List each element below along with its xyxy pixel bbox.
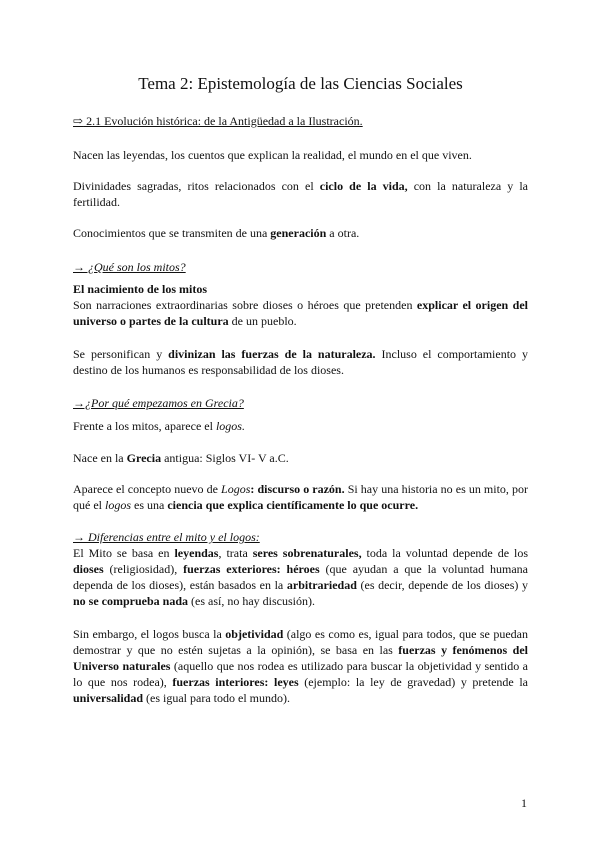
bold-text: universalidad: [73, 691, 144, 705]
bold-text: seres sobrenaturales,: [252, 546, 362, 560]
text-run: Si hay una historia no es un mito, por qué el: [73, 482, 529, 512]
section-heading-text: 2.1 Evolución histórica: de la Antigüedad a la Ilustración.: [83, 114, 363, 128]
bold-text: ciencia que explica científicamente lo que ocurre.: [167, 498, 419, 512]
text-run: Se personifican y: [73, 347, 169, 361]
paragraph-8: [73, 481, 528, 513]
text-run: a otra.: [326, 226, 360, 240]
page-number: 1: [521, 796, 527, 810]
text-run: (es decir, depende de los dioses) y: [356, 578, 528, 592]
paragraph-10: [73, 626, 528, 706]
paragraph-2: [73, 178, 528, 210]
arrow-icon: ⇨: [73, 114, 84, 128]
text-run: (es así, no hay discusión).: [188, 594, 315, 608]
bold-text: leyendas: [174, 546, 219, 560]
bold-text: arbitrariedad: [286, 578, 357, 592]
text-run: El Mito se basa en: [73, 546, 175, 560]
question-heading-3: → Diferencias entre el mito y el logos:: [73, 530, 260, 544]
text-run: con la naturaleza y la fertilidad.: [73, 179, 528, 209]
text-run: (algo es como es, igual para todos, que se puedan demostrar y que no estén sujetas a la opinión), se basa en las: [73, 627, 528, 657]
text-run: Nace en la: [73, 451, 127, 465]
text-run: es una: [131, 498, 168, 512]
page-title: Tema 2: Epistemología de las Ciencias Sociales: [138, 74, 463, 93]
bold-text: fuerzas exteriores: héroes: [183, 562, 320, 576]
bold-text: objetividad: [225, 627, 284, 641]
paragraph-1: Nacen las leyendas, los cuentos que explican la realidad, el mundo en el que viven.: [73, 148, 472, 162]
text-run: (aquello que nos rodea es utilizado para buscar la objetividad y sentido a lo que nos rodea),: [73, 659, 528, 689]
text-run: Sin embargo, el logos busca la: [73, 627, 226, 641]
paragraph-6: [73, 418, 528, 434]
bold-text: dioses: [73, 562, 104, 576]
text-run: (religiosidad),: [103, 562, 184, 576]
question-heading-1: → ¿Qué son los mitos?: [73, 260, 186, 274]
text-run: (es igual para todo el mundo).: [143, 691, 290, 705]
paragraph-4: [73, 297, 528, 329]
paragraph-5: [73, 346, 528, 378]
text-run: (que ayudan a que la voluntad humana dependa de los dioses), están basados en la: [73, 562, 528, 592]
italic-text: logos.: [215, 419, 245, 433]
text-run: Conocimientos que se transmiten de una: [73, 226, 271, 240]
text-run: Son narraciones extraordinarias sobre dioses o héroes que pretenden: [73, 298, 417, 312]
italic-text: Logos: [221, 482, 251, 496]
text-run: antigua: Siglos VI- V a.C.: [161, 451, 289, 465]
paragraph-9: [73, 545, 528, 609]
bold-text: explicar el origen del universo o partes de la cultura: [73, 298, 528, 328]
text-run: toda la voluntad depende de los: [361, 546, 528, 560]
text-run: (ejemplo: la ley de gravedad) y pretende la: [298, 675, 528, 689]
bold-text: ciclo de la vida,: [319, 179, 408, 193]
bold-text: fuerzas interiores: leyes: [172, 675, 299, 689]
subheading: El nacimiento de los mitos: [73, 282, 207, 296]
text-run: Divinidades sagradas, ritos relacionados con el: [73, 179, 320, 193]
text-run: de un pueblo.: [228, 314, 297, 328]
paragraph-7: [73, 450, 528, 466]
italic-text: logos: [105, 498, 132, 512]
bold-text: Grecia: [126, 451, 162, 465]
bold-text: no se comprueba nada: [73, 594, 189, 608]
paragraph-3: [73, 225, 528, 241]
text-run: Aparece el concepto nuevo de: [73, 482, 222, 496]
section-heading: [73, 113, 528, 129]
text-run: Frente a los mitos, aparece el: [73, 419, 216, 433]
text-run: , trata: [218, 546, 253, 560]
bold-text: divinizan las fuerzas de la naturaleza.: [168, 347, 376, 361]
question-heading-2: →¿Por qué empezamos en Grecia?: [73, 396, 244, 410]
bold-text: generación: [270, 226, 327, 240]
bold-text: : discurso o razón.: [250, 482, 345, 496]
bold-text: fuerzas y fenómenos del Universo naturales: [73, 643, 528, 673]
text-run: Incluso el comportamiento y destino de los humanos es responsabilidad de los dioses.: [73, 347, 528, 377]
